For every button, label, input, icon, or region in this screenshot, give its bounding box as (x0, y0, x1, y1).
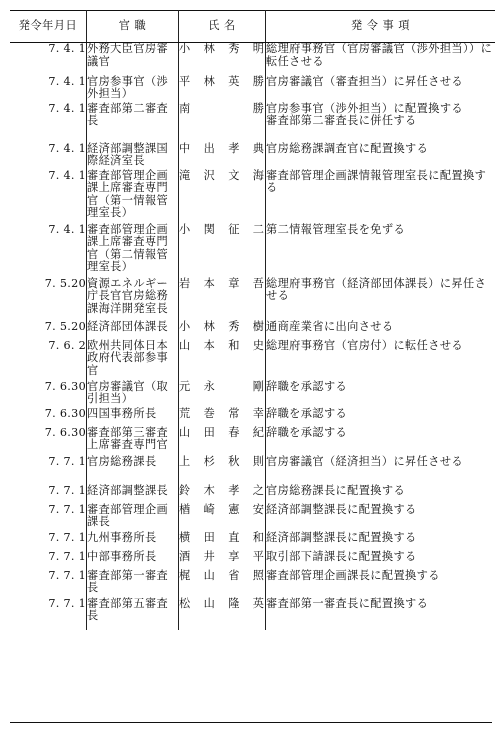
position-column-header: 官 職 (87, 11, 179, 43)
order-cell: 官房審議官（経済担当）に昇任させる (266, 454, 463, 468)
table-row (10, 570, 495, 598)
date-cell: 7. 7. 1 (10, 532, 87, 551)
date-cell: 7. 4. 1 (10, 170, 87, 224)
name-cell: 小林秀樹 (179, 321, 266, 340)
table-row (10, 532, 495, 551)
order-cell: 審査部管理企画課情報管理室長に配置換する (266, 168, 487, 194)
name-cell: 松山隆英 (179, 598, 266, 630)
position-cell: 四国事務所長 (87, 408, 179, 427)
position-cell: 審査部管理企画課上席審査専門官（第二情報管理室長） (87, 224, 179, 278)
date-cell: 7. 7. 1 (10, 456, 87, 485)
date-cell: 7. 6.30 (10, 427, 87, 456)
name-cell: 平林英勝 (179, 76, 266, 103)
name-cell: 梶山省照 (179, 570, 266, 598)
order-cell: 総理府事務官（官房付）に転任させる (266, 338, 463, 352)
personnel-roster-table (10, 10, 495, 630)
order-cell: 審査部第一審査長に配置換する (266, 596, 429, 610)
table-row (10, 103, 495, 143)
table-row (10, 170, 495, 224)
table-row (10, 224, 495, 278)
order-cell: 審査部管理企画課長に配置換する (266, 568, 440, 582)
table-row (10, 381, 495, 408)
date-cell: 7. 7. 1 (10, 570, 87, 598)
date-cell: 7. 5.20 (10, 321, 87, 340)
date-cell: 7. 4. 1 (10, 103, 87, 143)
date-cell: 7. 6.30 (10, 408, 87, 427)
position-cell: 経済部調整課長 (87, 485, 179, 504)
name-cell: 岩本章吾 (179, 278, 266, 321)
date-cell: 7. 6. 2 (10, 340, 87, 381)
date-cell: 7. 6.30 (10, 381, 87, 408)
date-cell: 7. 7. 1 (10, 551, 87, 570)
order-column-header: 発 令 事 項 (266, 11, 496, 43)
order-cell: 総理府事務官（官房審議官（渉外担当））に転任させる (266, 42, 493, 68)
name-cell: 南 勝 (179, 103, 266, 143)
name-cell: 小関征二 (179, 224, 266, 278)
position-cell: 審査部管理企画課長 (87, 504, 179, 532)
date-cell: 7. 4. 1 (10, 224, 87, 278)
date-cell: 7. 4. 1 (10, 43, 87, 76)
name-cell: 楢崎憲安 (179, 504, 266, 532)
name-cell: 元永 剛 (179, 381, 266, 408)
position-cell: 資源エネルギー庁長官官房総務課海洋開発室長 (87, 278, 179, 321)
order-cell: 総理府事務官（経済部団体課長）に昇任させる (266, 276, 487, 302)
name-cell: 酒井享平 (179, 551, 266, 570)
position-cell: 中部事務所長 (87, 551, 179, 570)
position-cell: 経済部団体課長 (87, 321, 179, 340)
position-cell: 官房参事官（渉外担当） (87, 76, 179, 103)
table-row (10, 340, 495, 381)
order-cell: 取引部下請課長に配置換する (266, 549, 417, 563)
date-cell: 7. 5.20 (10, 278, 87, 321)
name-cell: 小林秀明 (179, 43, 266, 76)
name-cell: 上杉秋則 (179, 456, 266, 485)
name-cell: 滝沢文海 (179, 170, 266, 224)
order-cell: 官房参事官（渉外担当）に配置換する 審査部第二審査長に併任する (266, 101, 463, 127)
order-cell: 辞職を承認する (266, 406, 348, 420)
table-row (10, 427, 495, 456)
table-header-row (10, 11, 495, 43)
table-row (10, 485, 495, 504)
table-row (10, 43, 495, 76)
name-cell: 中出孝典 (179, 143, 266, 170)
order-cell: 経済部調整課長に配置換する (266, 530, 417, 544)
position-cell: 審査部第一審査長 (87, 570, 179, 598)
order-cell: 官房審議官（審査担当）に昇任させる (266, 74, 463, 88)
table-row (10, 504, 495, 532)
order-cell: 辞職を承認する (266, 379, 348, 393)
position-cell: 九州事務所長 (87, 532, 179, 551)
position-cell: 審査部第三審査上席審査専門官 (87, 427, 179, 456)
table-body (10, 43, 495, 630)
date-cell: 7. 7. 1 (10, 504, 87, 532)
name-cell: 横田直和 (179, 532, 266, 551)
position-cell: 官房審議官（取引担当） (87, 381, 179, 408)
position-cell: 審査部第二審査長 (87, 103, 179, 143)
order-cell: 官房総務課調査官に配置換する (266, 141, 429, 155)
table-row (10, 76, 495, 103)
order-cell: 第二情報管理室長を免ずる (266, 222, 406, 236)
order-cell: 官房総務課長に配置換する (266, 483, 406, 497)
name-cell: 山本和史 (179, 340, 266, 381)
name-cell: 鈴木孝之 (179, 485, 266, 504)
position-cell: 官房総務課長 (87, 456, 179, 485)
table-row (10, 598, 495, 630)
table-row (10, 408, 495, 427)
order-cell: 通商産業省に出向させる (266, 319, 394, 333)
table-row (10, 456, 495, 485)
order-cell: 辞職を承認する (266, 425, 348, 439)
bottom-rule (10, 722, 492, 723)
position-cell: 経済部調整課国際経済室長 (87, 143, 179, 170)
order-cell: 経済部調整課長に配置換する (266, 502, 417, 516)
name-cell: 荒巻常幸 (179, 408, 266, 427)
position-cell: 外務大臣官房審議官 (87, 43, 179, 76)
position-cell: 審査部管理企画課上席審査専門官（第一情報管理室長） (87, 170, 179, 224)
table-row (10, 278, 495, 321)
position-cell: 審査部第五審査長 (87, 598, 179, 630)
date-cell: 7. 4. 1 (10, 143, 87, 170)
date-cell: 7. 7. 1 (10, 485, 87, 504)
table-row (10, 143, 495, 170)
date-column-header: 発令年月日 (10, 11, 87, 43)
name-column-header: 氏 名 (179, 11, 266, 43)
table-row (10, 551, 495, 570)
position-cell: 欧州共同体日本政府代表部参事官 (87, 340, 179, 381)
date-cell: 7. 7. 1 (10, 598, 87, 630)
table-row (10, 321, 495, 340)
name-cell: 山田春紀 (179, 427, 266, 456)
date-cell: 7. 4. 1 (10, 76, 87, 103)
